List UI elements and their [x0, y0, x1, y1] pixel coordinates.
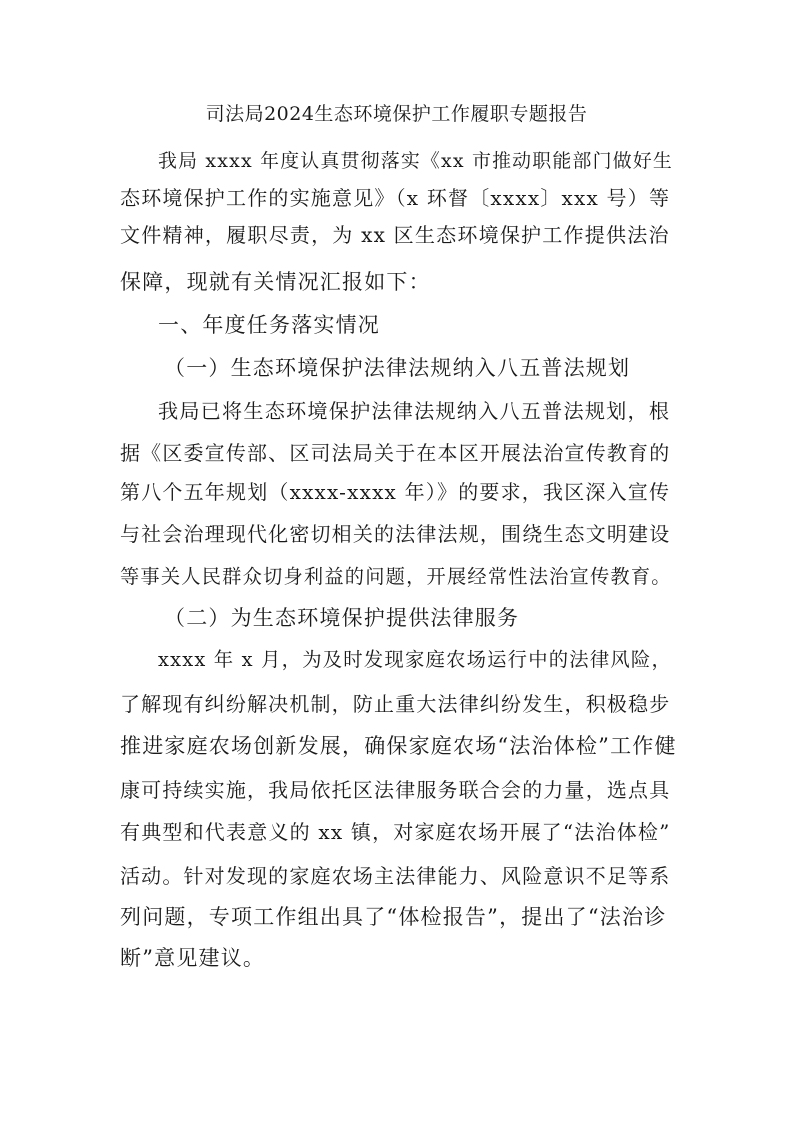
paragraph-line: 等事关人民群众切身利益的问题，开展经常性法治宣传教育。 — [120, 565, 672, 588]
intro-line: 保障，现就有关情况汇报如下： — [120, 270, 431, 294]
paragraph-line: 推进家庭农场创新发展，确保家庭农场“法治体检”工作健 — [120, 734, 677, 758]
paragraph-line: 我局已将生态环境保护法律法规纳入八五普法规划，根 — [158, 399, 671, 423]
intro-line: 文件精神，履职尽责，为 xx 区生态环境保护工作提供法治 — [120, 223, 670, 247]
paragraph-line: 断”意见建议。 — [120, 946, 266, 970]
paragraph-line: xxxx 年 x 月，为及时发现家庭农场运行中的法律风险， — [158, 648, 673, 671]
intro-line: 我局 xxxx 年度认真贯彻落实《xx 市推动职能部门做好生 — [158, 150, 674, 172]
subsection-heading: （一）生态环境保护法律法规纳入八五普法规划 — [164, 356, 631, 380]
document-title: 司法局2024生态环境保护工作履职专题报告 — [205, 103, 588, 125]
paragraph-line: 与社会治理现代化密切相关的法律法规，围绕生态文明建设 — [120, 522, 671, 546]
paragraph-line: 了解现有纠纷解决机制，防止重大法律纠纷发生，积极稳步 — [120, 692, 671, 716]
subsection-heading: （二）为生态环境保护提供法律服务 — [164, 606, 520, 630]
paragraph-line: 康可持续实施，我局依托区法律服务联合会的力量，选点具 — [120, 778, 671, 802]
paragraph-line: 活动。针对发现的家庭农场主法律能力、风险意识不足等系 — [120, 864, 671, 888]
paragraph-line: 第八个五年规划（xxxx-xxxx 年）》的要求，我区深入宣传 — [120, 480, 671, 504]
intro-line: 态环境保护工作的实施意见》（x 环督〔xxxx〕xxx 号）等 — [120, 186, 671, 210]
paragraph-line: 列问题，专项工作组出具了“体检报告”，提出了“法治诊 — [120, 905, 667, 929]
paragraph-line: 据《区委宣传部、区司法局关于在本区开展法治宣传教育的 — [120, 441, 671, 465]
section-heading: 一、年度任务落实情况 — [158, 313, 380, 337]
paragraph-line: 有典型和代表意义的 xx 镇，对家庭农场开展了“法治体检” — [120, 820, 671, 844]
